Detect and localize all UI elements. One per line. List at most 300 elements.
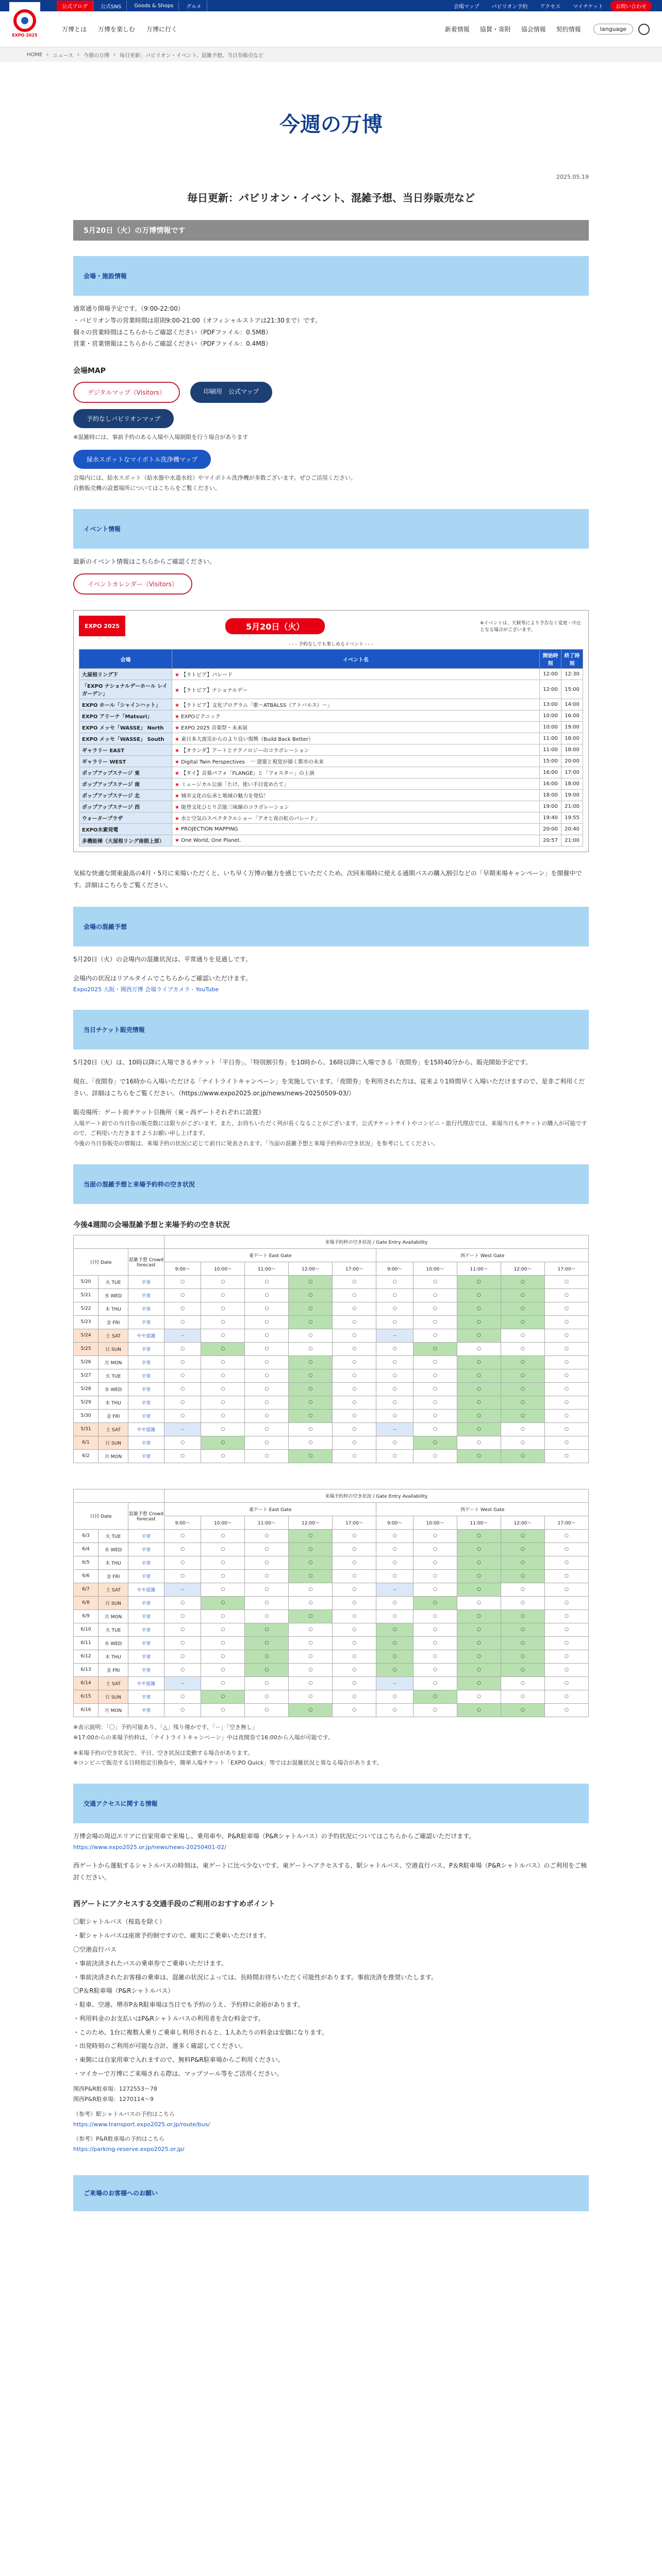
slot-cell[interactable]: ○: [245, 1369, 289, 1382]
slot-cell[interactable]: ○: [544, 1543, 588, 1556]
slot-cell[interactable]: ○: [201, 1650, 245, 1663]
slot-cell[interactable]: ○: [544, 1596, 588, 1609]
slot-cell[interactable]: ○: [333, 1369, 376, 1382]
slot-cell[interactable]: ○: [201, 1543, 245, 1556]
livecam-link[interactable]: Expo2025 大阪・関西万博 会場ライブカメラ - YouTube: [73, 986, 219, 993]
slot-cell[interactable]: ○: [289, 1315, 333, 1329]
slot-cell[interactable]: ○: [164, 1275, 201, 1289]
nav-enjoy[interactable]: 万博を楽しむ: [98, 26, 136, 33]
slot-cell[interactable]: ○: [413, 1636, 457, 1650]
slot-cell[interactable]: ○: [289, 1449, 333, 1463]
slot-cell[interactable]: ○: [289, 1556, 333, 1569]
slot-cell[interactable]: ○: [376, 1342, 413, 1355]
slot-cell[interactable]: ○: [201, 1583, 245, 1596]
slot-cell[interactable]: ○: [457, 1409, 501, 1422]
slot-cell[interactable]: ○: [413, 1623, 457, 1636]
slot-cell[interactable]: ○: [289, 1543, 333, 1556]
event-title[interactable]: 東日本大震災からのより良い復興（Build Back Better）: [181, 737, 314, 743]
slot-cell[interactable]: ○: [501, 1636, 544, 1650]
topbar-link-goods[interactable]: Goods & Shops: [129, 2, 179, 10]
slot-cell[interactable]: ○: [245, 1609, 289, 1623]
slot-cell[interactable]: ○: [201, 1422, 245, 1436]
slot-cell[interactable]: ○: [333, 1342, 376, 1355]
slot-cell[interactable]: ○: [164, 1663, 201, 1676]
slot-cell[interactable]: ○: [413, 1543, 457, 1556]
slot-cell[interactable]: ○: [164, 1569, 201, 1583]
slot-cell[interactable]: ○: [413, 1342, 457, 1355]
slot-cell[interactable]: ○: [544, 1609, 588, 1623]
slot-cell[interactable]: ○: [289, 1690, 333, 1703]
slot-cell[interactable]: ○: [333, 1556, 376, 1569]
slot-cell[interactable]: ○: [544, 1650, 588, 1663]
slot-cell[interactable]: ○: [164, 1396, 201, 1409]
slot-cell[interactable]: ○: [413, 1355, 457, 1369]
slot-cell[interactable]: ○: [289, 1342, 333, 1355]
slot-cell[interactable]: －: [376, 1676, 413, 1690]
event-title[interactable]: 【ラトビア】文化プログラム「歌～ATBALSS（アトバルス）～」: [181, 703, 333, 709]
slot-cell[interactable]: ○: [245, 1382, 289, 1396]
slot-cell[interactable]: ○: [245, 1690, 289, 1703]
slot-cell[interactable]: ○: [289, 1396, 333, 1409]
slot-cell[interactable]: ○: [201, 1289, 245, 1302]
slot-cell[interactable]: ○: [201, 1342, 245, 1355]
slot-cell[interactable]: ○: [544, 1329, 588, 1342]
slot-cell[interactable]: ○: [333, 1663, 376, 1676]
slot-cell[interactable]: ○: [544, 1703, 588, 1717]
topbar-link-map[interactable]: 会場マップ: [453, 4, 479, 10]
slot-cell[interactable]: ○: [457, 1690, 501, 1703]
slot-cell[interactable]: ○: [201, 1663, 245, 1676]
slot-cell[interactable]: ○: [544, 1396, 588, 1409]
slot-cell[interactable]: ○: [413, 1663, 457, 1676]
nav-about[interactable]: 万博とは: [62, 26, 87, 33]
slot-cell[interactable]: ○: [457, 1609, 501, 1623]
slot-cell[interactable]: ○: [457, 1556, 501, 1569]
slot-cell[interactable]: ○: [201, 1355, 245, 1369]
slot-cell[interactable]: ○: [333, 1690, 376, 1703]
slot-cell[interactable]: ○: [164, 1342, 201, 1355]
slot-cell[interactable]: ○: [413, 1369, 457, 1382]
slot-cell[interactable]: ○: [457, 1529, 501, 1543]
slot-cell[interactable]: －: [164, 1329, 201, 1342]
slot-cell[interactable]: ○: [376, 1396, 413, 1409]
slot-cell[interactable]: ○: [457, 1676, 501, 1690]
slot-cell[interactable]: ○: [544, 1529, 588, 1543]
slot-cell[interactable]: ○: [501, 1275, 544, 1289]
slot-cell[interactable]: ○: [501, 1543, 544, 1556]
slot-cell[interactable]: ○: [544, 1636, 588, 1650]
slot-cell[interactable]: ○: [333, 1596, 376, 1609]
slot-cell[interactable]: ○: [544, 1663, 588, 1676]
slot-cell[interactable]: ○: [201, 1556, 245, 1569]
slot-cell[interactable]: ○: [201, 1449, 245, 1463]
slot-cell[interactable]: ○: [413, 1382, 457, 1396]
slot-cell[interactable]: ○: [201, 1690, 245, 1703]
event-calendar-button[interactable]: イベントカレンダー（Visitors）: [73, 573, 192, 595]
slot-cell[interactable]: ○: [544, 1409, 588, 1422]
slot-cell[interactable]: ○: [413, 1596, 457, 1609]
slot-cell[interactable]: ○: [164, 1436, 201, 1449]
topbar-link-ticket[interactable]: マイチケット: [573, 4, 603, 10]
slot-cell[interactable]: ○: [201, 1436, 245, 1449]
slot-cell[interactable]: ○: [164, 1636, 201, 1650]
ref-bus-link[interactable]: https://www.transport.expo2025.or.jp/route/bus/: [73, 2121, 210, 2128]
slot-cell[interactable]: ○: [333, 1396, 376, 1409]
expo-logo[interactable]: [9, 2, 40, 44]
slot-cell[interactable]: ○: [413, 1609, 457, 1623]
slot-cell[interactable]: ○: [376, 1690, 413, 1703]
slot-cell[interactable]: ○: [245, 1569, 289, 1583]
breadcrumb-weekly[interactable]: 今週の万博: [83, 53, 109, 59]
slot-cell[interactable]: ○: [164, 1355, 201, 1369]
slot-cell[interactable]: ○: [457, 1583, 501, 1596]
slot-cell[interactable]: ○: [245, 1663, 289, 1676]
slot-cell[interactable]: ○: [457, 1342, 501, 1355]
slot-cell[interactable]: ○: [413, 1302, 457, 1315]
slot-cell[interactable]: ○: [333, 1583, 376, 1596]
water-map-button[interactable]: 緑水スポットなマイボトル洗浄機マップ: [73, 450, 211, 469]
slot-cell[interactable]: ○: [413, 1422, 457, 1436]
nav-news[interactable]: 新着情報: [444, 26, 470, 33]
slot-cell[interactable]: ○: [164, 1596, 201, 1609]
slot-cell[interactable]: ○: [333, 1409, 376, 1422]
slot-cell[interactable]: ○: [289, 1583, 333, 1596]
event-title[interactable]: 水と空気のスペクタクルショー「アオと夜の虹のパレード」: [181, 816, 320, 822]
slot-cell[interactable]: ○: [413, 1315, 457, 1329]
slot-cell[interactable]: ○: [544, 1275, 588, 1289]
slot-cell[interactable]: ○: [245, 1583, 289, 1596]
slot-cell[interactable]: ○: [457, 1302, 501, 1315]
slot-cell[interactable]: ○: [501, 1529, 544, 1543]
slot-cell[interactable]: －: [376, 1583, 413, 1596]
topbar-link-contact[interactable]: お問い合わせ: [610, 1, 652, 11]
slot-cell[interactable]: －: [376, 1329, 413, 1342]
slot-cell[interactable]: ○: [164, 1315, 201, 1329]
slot-cell[interactable]: ○: [245, 1449, 289, 1463]
breadcrumb-news[interactable]: ニュース: [53, 53, 73, 59]
slot-cell[interactable]: ○: [245, 1342, 289, 1355]
slot-cell[interactable]: ○: [201, 1329, 245, 1342]
slot-cell[interactable]: ○: [457, 1543, 501, 1556]
slot-cell[interactable]: ○: [245, 1409, 289, 1422]
slot-cell[interactable]: ○: [164, 1703, 201, 1717]
search-icon[interactable]: [638, 24, 650, 35]
slot-cell[interactable]: ○: [333, 1382, 376, 1396]
slot-cell[interactable]: ○: [544, 1569, 588, 1583]
event-title[interactable]: Digital Twin Perspectives 一 建築と視覚が描く都市の未来: [181, 759, 324, 766]
slot-cell[interactable]: ○: [501, 1609, 544, 1623]
slot-cell[interactable]: ○: [201, 1623, 245, 1636]
slot-cell[interactable]: ○: [544, 1676, 588, 1690]
slot-cell[interactable]: ○: [289, 1355, 333, 1369]
slot-cell[interactable]: ○: [164, 1650, 201, 1663]
slot-cell[interactable]: ○: [544, 1315, 588, 1329]
slot-cell[interactable]: ○: [164, 1382, 201, 1396]
slot-cell[interactable]: －: [164, 1422, 201, 1436]
slot-cell[interactable]: ○: [501, 1449, 544, 1463]
slot-cell[interactable]: ○: [457, 1596, 501, 1609]
no-reservation-map-button[interactable]: 予約なしパビリオンマップ: [73, 409, 174, 428]
slot-cell[interactable]: ○: [245, 1302, 289, 1315]
slot-cell[interactable]: ○: [333, 1289, 376, 1302]
slot-cell[interactable]: ○: [413, 1275, 457, 1289]
slot-cell[interactable]: ○: [289, 1329, 333, 1342]
slot-cell[interactable]: ○: [245, 1676, 289, 1690]
slot-cell[interactable]: ○: [245, 1329, 289, 1342]
slot-cell[interactable]: ○: [544, 1422, 588, 1436]
slot-cell[interactable]: ○: [164, 1556, 201, 1569]
slot-cell[interactable]: ○: [413, 1409, 457, 1422]
slot-cell[interactable]: ○: [289, 1369, 333, 1382]
slot-cell[interactable]: ○: [333, 1543, 376, 1556]
digital-map-button[interactable]: デジタルマップ（Visitors）: [73, 382, 180, 403]
slot-cell[interactable]: ○: [289, 1275, 333, 1289]
slot-cell[interactable]: ○: [289, 1650, 333, 1663]
slot-cell[interactable]: ○: [501, 1703, 544, 1717]
slot-cell[interactable]: ○: [164, 1302, 201, 1315]
slot-cell[interactable]: ○: [413, 1650, 457, 1663]
slot-cell[interactable]: ○: [457, 1396, 501, 1409]
slot-cell[interactable]: ○: [201, 1369, 245, 1382]
slot-cell[interactable]: ○: [376, 1609, 413, 1623]
slot-cell[interactable]: ○: [289, 1409, 333, 1422]
slot-cell[interactable]: ○: [289, 1422, 333, 1436]
slot-cell[interactable]: ○: [376, 1369, 413, 1382]
slot-cell[interactable]: ○: [457, 1703, 501, 1717]
slot-cell[interactable]: ○: [245, 1289, 289, 1302]
slot-cell[interactable]: ○: [501, 1409, 544, 1422]
slot-cell[interactable]: ○: [376, 1596, 413, 1609]
slot-cell[interactable]: ○: [501, 1342, 544, 1355]
event-title[interactable]: One World, One Planet.: [181, 838, 241, 844]
slot-cell[interactable]: ○: [289, 1529, 333, 1543]
slot-cell[interactable]: ○: [245, 1636, 289, 1650]
slot-cell[interactable]: ○: [289, 1623, 333, 1636]
slot-cell[interactable]: ○: [501, 1569, 544, 1583]
slot-cell[interactable]: ○: [245, 1543, 289, 1556]
slot-cell[interactable]: ○: [333, 1676, 376, 1690]
slot-cell[interactable]: ○: [289, 1436, 333, 1449]
slot-cell[interactable]: ○: [245, 1275, 289, 1289]
event-title[interactable]: EXPOピクニック: [181, 714, 221, 720]
slot-cell[interactable]: ○: [413, 1690, 457, 1703]
print-map-button[interactable]: 印刷用 公式マップ: [190, 382, 273, 403]
slot-cell[interactable]: ○: [201, 1315, 245, 1329]
slot-cell[interactable]: ○: [544, 1556, 588, 1569]
slot-cell[interactable]: ○: [413, 1396, 457, 1409]
slot-cell[interactable]: ○: [164, 1289, 201, 1302]
slot-cell[interactable]: ○: [457, 1369, 501, 1382]
slot-cell[interactable]: ○: [333, 1329, 376, 1342]
slot-cell[interactable]: ○: [501, 1355, 544, 1369]
slot-cell[interactable]: ○: [501, 1422, 544, 1436]
slot-cell[interactable]: －: [164, 1676, 201, 1690]
slot-cell[interactable]: ○: [457, 1289, 501, 1302]
slot-cell[interactable]: ○: [376, 1355, 413, 1369]
slot-cell[interactable]: ○: [544, 1289, 588, 1302]
slot-cell[interactable]: ○: [201, 1396, 245, 1409]
slot-cell[interactable]: ○: [333, 1449, 376, 1463]
slot-cell[interactable]: ○: [457, 1449, 501, 1463]
slot-cell[interactable]: ○: [376, 1663, 413, 1676]
slot-cell[interactable]: ○: [457, 1275, 501, 1289]
slot-cell[interactable]: ○: [413, 1436, 457, 1449]
slot-cell[interactable]: ○: [376, 1556, 413, 1569]
slot-cell[interactable]: ○: [501, 1690, 544, 1703]
slot-cell[interactable]: ○: [457, 1436, 501, 1449]
slot-cell[interactable]: ○: [413, 1676, 457, 1690]
slot-cell[interactable]: ○: [201, 1703, 245, 1717]
slot-cell[interactable]: ○: [544, 1369, 588, 1382]
event-title[interactable]: 【ラトビア】ナショナルデー: [181, 687, 248, 693]
slot-cell[interactable]: ○: [544, 1583, 588, 1596]
slot-cell[interactable]: ○: [544, 1623, 588, 1636]
slot-cell[interactable]: ○: [413, 1449, 457, 1463]
topbar-link-access[interactable]: アクセス: [540, 4, 561, 10]
slot-cell[interactable]: ○: [201, 1529, 245, 1543]
event-title[interactable]: EXPO 2025 音楽祭・未来展: [181, 725, 248, 732]
event-title[interactable]: 【オランダ】アートとテクノロジーのコラボレーション: [181, 748, 309, 754]
slot-cell[interactable]: ○: [289, 1569, 333, 1583]
slot-cell[interactable]: ○: [376, 1703, 413, 1717]
slot-cell[interactable]: ○: [333, 1302, 376, 1315]
slot-cell[interactable]: ○: [333, 1436, 376, 1449]
slot-cell[interactable]: ○: [333, 1623, 376, 1636]
slot-cell[interactable]: ○: [457, 1636, 501, 1650]
slot-cell[interactable]: ○: [457, 1329, 501, 1342]
slot-cell[interactable]: ○: [333, 1609, 376, 1623]
nav-association[interactable]: 協会情報: [521, 26, 546, 33]
slot-cell[interactable]: ○: [501, 1302, 544, 1315]
slot-cell[interactable]: ○: [333, 1422, 376, 1436]
language-select[interactable]: language: [593, 24, 633, 35]
slot-cell[interactable]: ○: [289, 1676, 333, 1690]
topbar-link-pavilion[interactable]: パビリオン予約: [491, 4, 528, 10]
slot-cell[interactable]: ○: [501, 1396, 544, 1409]
nav-contract[interactable]: 契約情報: [556, 26, 581, 33]
slot-cell[interactable]: ○: [164, 1543, 201, 1556]
topbar-link-sns[interactable]: 公式SNS: [95, 1, 127, 11]
slot-cell[interactable]: ○: [501, 1369, 544, 1382]
slot-cell[interactable]: ○: [289, 1703, 333, 1717]
slot-cell[interactable]: ○: [413, 1556, 457, 1569]
slot-cell[interactable]: ○: [164, 1529, 201, 1543]
slot-cell[interactable]: ○: [201, 1596, 245, 1609]
slot-cell[interactable]: ○: [544, 1355, 588, 1369]
slot-cell[interactable]: ○: [201, 1636, 245, 1650]
slot-cell[interactable]: ○: [376, 1436, 413, 1449]
slot-cell[interactable]: ○: [457, 1315, 501, 1329]
slot-cell[interactable]: ○: [501, 1556, 544, 1569]
slot-cell[interactable]: ○: [501, 1329, 544, 1342]
slot-cell[interactable]: ○: [376, 1650, 413, 1663]
slot-cell[interactable]: ○: [376, 1636, 413, 1650]
slot-cell[interactable]: ○: [501, 1623, 544, 1636]
slot-cell[interactable]: ○: [413, 1289, 457, 1302]
slot-cell[interactable]: ○: [333, 1569, 376, 1583]
slot-cell[interactable]: ○: [457, 1663, 501, 1676]
slot-cell[interactable]: ○: [164, 1409, 201, 1422]
slot-cell[interactable]: ○: [457, 1569, 501, 1583]
slot-cell[interactable]: ○: [289, 1609, 333, 1623]
slot-cell[interactable]: ○: [413, 1569, 457, 1583]
event-title[interactable]: 【タイ】音楽パフォ「FLANGE」と「フォスター」の上演: [181, 771, 315, 777]
slot-cell[interactable]: ○: [501, 1382, 544, 1396]
slot-cell[interactable]: ○: [164, 1609, 201, 1623]
slot-cell[interactable]: ○: [413, 1583, 457, 1596]
slot-cell[interactable]: ○: [376, 1382, 413, 1396]
topbar-link-blog[interactable]: 公式ブログ: [57, 1, 93, 11]
slot-cell[interactable]: ○: [376, 1449, 413, 1463]
slot-cell[interactable]: ○: [501, 1596, 544, 1609]
slot-cell[interactable]: ○: [457, 1623, 501, 1636]
event-title[interactable]: 能登文化ひとり芸能三味線のコラボレーション: [181, 805, 289, 811]
slot-cell[interactable]: ○: [245, 1422, 289, 1436]
slot-cell[interactable]: ○: [289, 1302, 333, 1315]
slot-cell[interactable]: ○: [376, 1543, 413, 1556]
slot-cell[interactable]: ○: [289, 1663, 333, 1676]
slot-cell[interactable]: ○: [376, 1623, 413, 1636]
slot-cell[interactable]: ○: [501, 1663, 544, 1676]
slot-cell[interactable]: ○: [333, 1636, 376, 1650]
slot-cell[interactable]: ○: [376, 1315, 413, 1329]
slot-cell[interactable]: ○: [201, 1302, 245, 1315]
slot-cell[interactable]: ○: [289, 1289, 333, 1302]
event-title[interactable]: PROJECTION MAPPING: [181, 826, 238, 833]
slot-cell[interactable]: ○: [245, 1596, 289, 1609]
slot-cell[interactable]: ○: [544, 1342, 588, 1355]
slot-cell[interactable]: ○: [413, 1329, 457, 1342]
slot-cell[interactable]: ○: [333, 1703, 376, 1717]
slot-cell[interactable]: ○: [245, 1623, 289, 1636]
access-link[interactable]: https://www.expo2025.or.jp/news/news-20250401-02/: [73, 1843, 226, 1851]
slot-cell[interactable]: ○: [544, 1302, 588, 1315]
slot-cell[interactable]: ○: [333, 1315, 376, 1329]
slot-cell[interactable]: ○: [376, 1275, 413, 1289]
slot-cell[interactable]: ○: [333, 1529, 376, 1543]
slot-cell[interactable]: ○: [164, 1369, 201, 1382]
ref-parking-link[interactable]: https://parking-reserve.expo2025.or.jp/: [73, 2145, 185, 2153]
slot-cell[interactable]: ○: [501, 1650, 544, 1663]
slot-cell[interactable]: ○: [201, 1609, 245, 1623]
slot-cell[interactable]: ○: [376, 1409, 413, 1422]
topbar-link-gourmet[interactable]: グルメ: [181, 1, 207, 11]
slot-cell[interactable]: －: [164, 1583, 201, 1596]
slot-cell[interactable]: ○: [164, 1690, 201, 1703]
slot-cell[interactable]: ○: [544, 1382, 588, 1396]
slot-cell[interactable]: ○: [501, 1676, 544, 1690]
slot-cell[interactable]: ○: [245, 1556, 289, 1569]
slot-cell[interactable]: ○: [544, 1436, 588, 1449]
slot-cell[interactable]: ○: [413, 1703, 457, 1717]
slot-cell[interactable]: ○: [201, 1569, 245, 1583]
slot-cell[interactable]: ○: [245, 1315, 289, 1329]
slot-cell[interactable]: ○: [544, 1690, 588, 1703]
slot-cell[interactable]: ○: [501, 1315, 544, 1329]
slot-cell[interactable]: ○: [289, 1636, 333, 1650]
slot-cell[interactable]: ○: [245, 1355, 289, 1369]
slot-cell[interactable]: ○: [164, 1623, 201, 1636]
slot-cell[interactable]: ○: [333, 1355, 376, 1369]
slot-cell[interactable]: ○: [457, 1355, 501, 1369]
event-title[interactable]: 【ラトビア】パレード: [181, 672, 233, 679]
slot-cell[interactable]: ○: [201, 1409, 245, 1422]
slot-cell[interactable]: ○: [333, 1275, 376, 1289]
slot-cell[interactable]: ○: [501, 1583, 544, 1596]
slot-cell[interactable]: ○: [289, 1596, 333, 1609]
slot-cell[interactable]: ○: [289, 1382, 333, 1396]
slot-cell[interactable]: ○: [201, 1275, 245, 1289]
